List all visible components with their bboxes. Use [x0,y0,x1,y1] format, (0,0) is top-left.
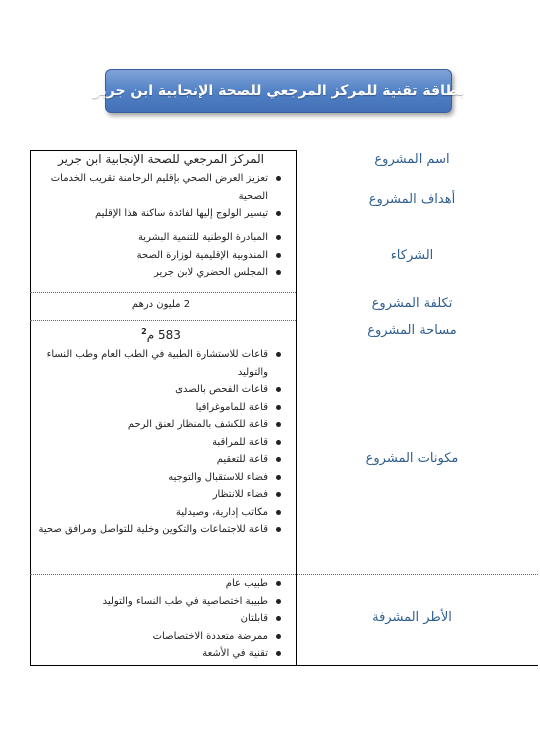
label-staff: الأطر المشرفة [372,610,452,625]
label-project-goals: أهداف المشروع [368,192,456,207]
staff-list [38,575,284,663]
list-item: قاعة للماموغرافيا [38,399,284,417]
table-column-divider [296,150,297,666]
list-item: قاعة للتعقيم [38,451,284,469]
list-item: فضاء للاستقبال والتوجيه [38,469,284,487]
title-banner [92,69,465,113]
label-partners: الشركاء [390,248,434,263]
list-item: قاعة للاجتماعات والتكوين وخلية للتواصل ومرافق صحية [38,521,284,539]
list-item: قاعات الفحص بالصدى [38,381,284,399]
label-project-area: مساحة المشروع [367,323,457,338]
list-item: تقنية في الأشعة [38,645,284,663]
project-name-value: المركز المرجعي للصحة الإنجابية ابن جرير [57,152,265,166]
list-item: مكاتب إدارية، وصيدلية [38,504,284,522]
goals-list [38,170,284,223]
list-item: المبادرة الوطنية للتنمية البشرية [38,229,284,247]
list-item: قاعات للاستشارة الطبية في الطب العام وطب النساء والتوليد [38,346,284,381]
list-item: المجلس الحضري لابن جرير [38,264,284,282]
list-item: ممرضة متعددة الاختصاصات [38,628,284,646]
area-value-wrap [38,323,284,345]
label-project-name: اسم المشروع [374,152,450,167]
table-left-border [30,150,31,666]
list-item: المندوبية الإقليمية لوزارة الصحة [38,247,284,265]
list-item: فضاء للانتظار [38,486,284,504]
list-item: قاعة للمراقبة [38,434,284,452]
label-components: مكونات المشروع [365,451,459,466]
row-divider [30,292,296,293]
partners-list [38,229,284,282]
area-unit-superscript: 2 [141,327,147,336]
list-item: طبيب عام [38,575,284,593]
label-project-cost: تكلفة المشروع [371,296,453,311]
area-value: 583 م [146,328,181,342]
list-item: تعزيز العرض الصحي بإقليم الرحامنة تقريب الخدمات الصحية [38,170,284,205]
list-item: قاعة للكشف بالمنظار لعنق الرحم [38,416,284,434]
list-item: طبيبة اختصاصية في طب النساء والتوليد [38,593,284,611]
list-item: تيسير الولوج إليها لفائدة ساكنة هذا الإقليم [38,205,284,223]
page-title: بطاقة تقنية للمركز المرجعي للصحة الإنجابية ابن جرير [92,83,465,99]
components-list [38,346,284,539]
table-bottom-rule [30,665,538,666]
row-divider [30,320,296,321]
cost-value: 2 مليون درهم [131,299,191,310]
list-item: قابلتان [38,610,284,628]
